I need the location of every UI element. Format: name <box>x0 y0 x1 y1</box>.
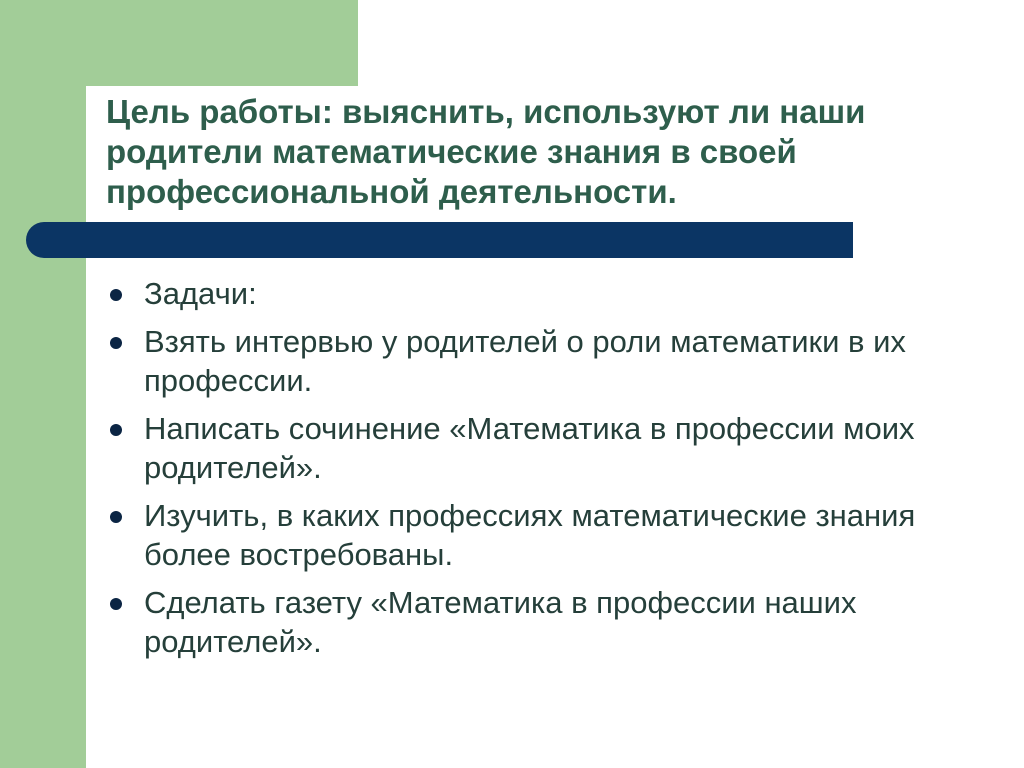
bullet-item-interview <box>106 322 956 400</box>
title-divider-bar <box>26 222 853 258</box>
bullet-list <box>106 274 956 670</box>
bullet-icon <box>110 511 122 523</box>
bullet-item-tasks <box>106 274 956 313</box>
bullet-icon <box>110 289 122 301</box>
bullet-text: Изучить, в каких профессиях математические знания более востребованы. <box>144 498 916 572</box>
green-accent-left <box>0 0 86 768</box>
bullet-text: Написать сочинение «Математика в профессии моих родителей». <box>144 411 915 485</box>
bullet-item-essay <box>106 409 956 487</box>
bullet-item-newspaper <box>106 583 956 661</box>
slide-title: Цель работы: выяснить, используют ли наши родители математические знания в своей профессиональной деятельности. <box>106 93 866 210</box>
bullet-item-study <box>106 496 956 574</box>
bullet-icon <box>110 598 122 610</box>
bullet-text: Задачи: <box>144 276 257 311</box>
bullet-text: Сделать газету «Математика в профессии наших родителей». <box>144 585 857 659</box>
bullet-text: Взять интервью у родителей о роли математики в их профессии. <box>144 324 906 398</box>
bullet-icon <box>110 337 122 349</box>
green-accent-top <box>0 0 358 86</box>
bullet-icon <box>110 424 122 436</box>
